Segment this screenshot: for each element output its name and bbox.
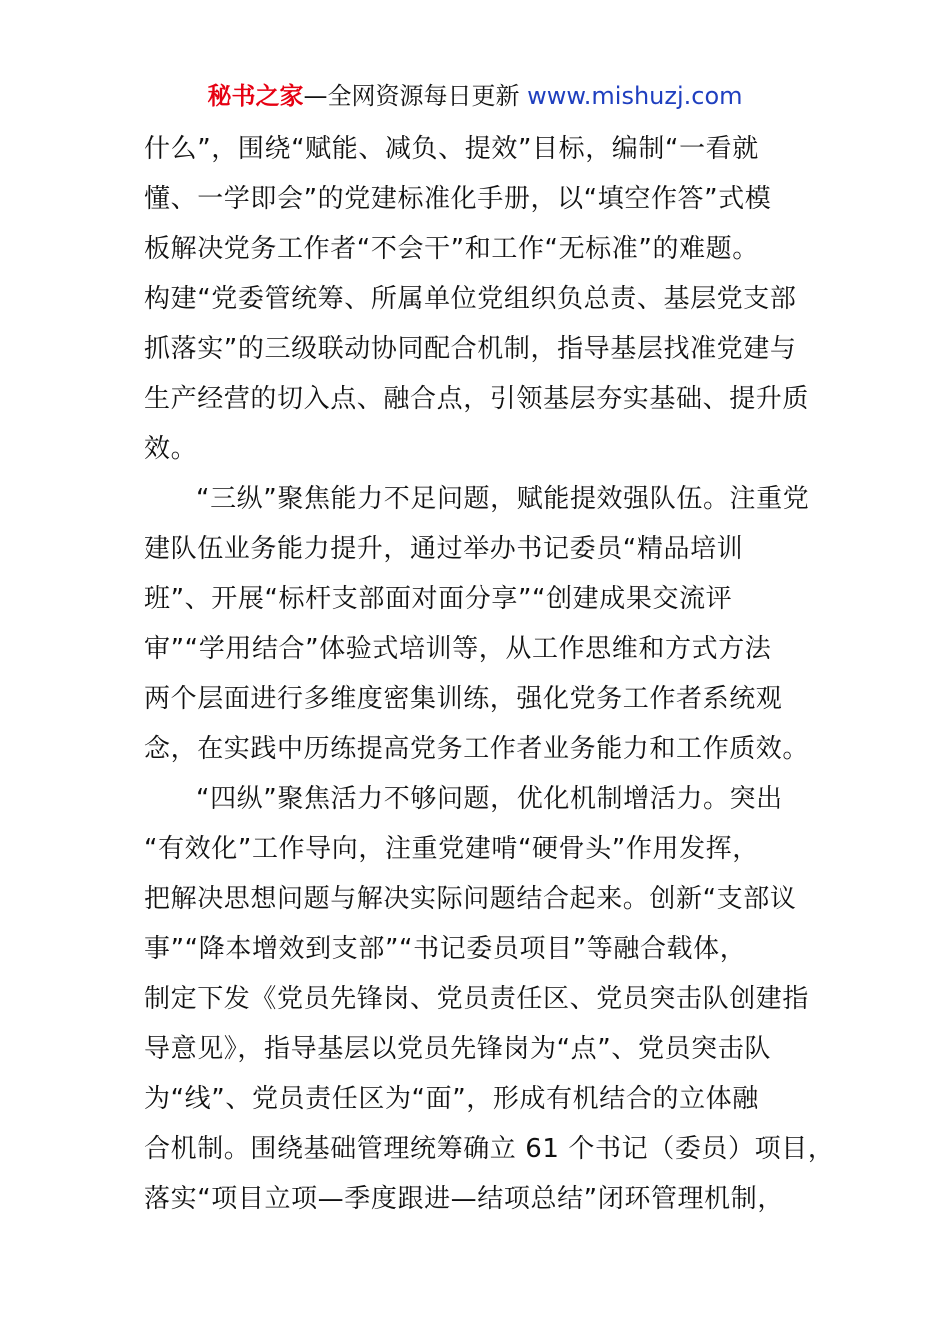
site-url: www.mishuzj.com [527, 82, 743, 110]
text-line: 合机制。围绕基础管理统筹确立 61 个书记（委员）项目， [144, 1134, 835, 1164]
text-line: 效。 [144, 434, 198, 464]
text-line: 构建“党委管统筹、所属单位党组织负总责、基层党支部 [144, 284, 797, 314]
site-brand: 秘书之家 [207, 82, 304, 110]
text-line-first: “四纵”聚焦活力不够问题，优化机制增活力。突出 [196, 784, 783, 814]
text-line: 抓落实”的三级联动协同配合机制，指导基层找准党建与 [144, 334, 797, 364]
text-line: 念，在实践中历练提高党务工作者业务能力和工作质效。 [144, 734, 810, 764]
text-line: 把解决思想问题与解决实际问题结合起来。创新“支部议 [144, 884, 797, 914]
text-line: 审”“学用结合”体验式培训等，从工作思维和方式方法 [144, 634, 772, 664]
text-line: 班”、开展“标杆支部面对面分享”“创建成果交流评 [144, 584, 733, 614]
text-line: 事”“降本增效到支部”“书记委员项目”等融合载体， [144, 934, 747, 964]
text-line: 板解决党务工作者“不会干”和工作“无标准”的难题。 [144, 234, 759, 264]
text-line: 两个层面进行多维度密集训练，强化党务工作者系统观 [144, 684, 783, 714]
paragraph-2 [144, 474, 824, 774]
text-line: 什么”，围绕“赋能、减负、提效”目标，编制“一看就 [144, 134, 759, 164]
paragraph-1 [144, 124, 824, 474]
text-line: 落实“项目立项—季度跟进—结项总结”闭环管理机制， [144, 1184, 784, 1214]
text-line: “有效化”工作导向，注重党建啃“硬骨头”作用发挥， [144, 834, 759, 864]
text-line: 建队伍业务能力提升，通过举办书记委员“精品培训 [144, 534, 744, 564]
text-line: 生产经营的切入点、融合点，引领基层夯实基础、提升质 [144, 384, 810, 414]
paragraph-3 [144, 774, 835, 1224]
text-line: 懂、一学即会”的党建标准化手册，以“填空作答”式模 [144, 184, 772, 214]
site-tagline: —全网资源每日更新 [303, 82, 520, 110]
text-line: 为“线”、党员责任区为“面”，形成有机结合的立体融 [144, 1084, 759, 1114]
text-line: 制定下发《党员先锋岗、党员责任区、党员突击队创建指 [144, 984, 810, 1014]
page-header [0, 80, 950, 112]
document-body [144, 124, 835, 1224]
text-line: 导意见》，指导基层以党员先锋岗为“点”、党员突击队 [144, 1034, 771, 1064]
text-line-first: “三纵”聚焦能力不足问题，赋能提效强队伍。注重党 [196, 484, 810, 514]
